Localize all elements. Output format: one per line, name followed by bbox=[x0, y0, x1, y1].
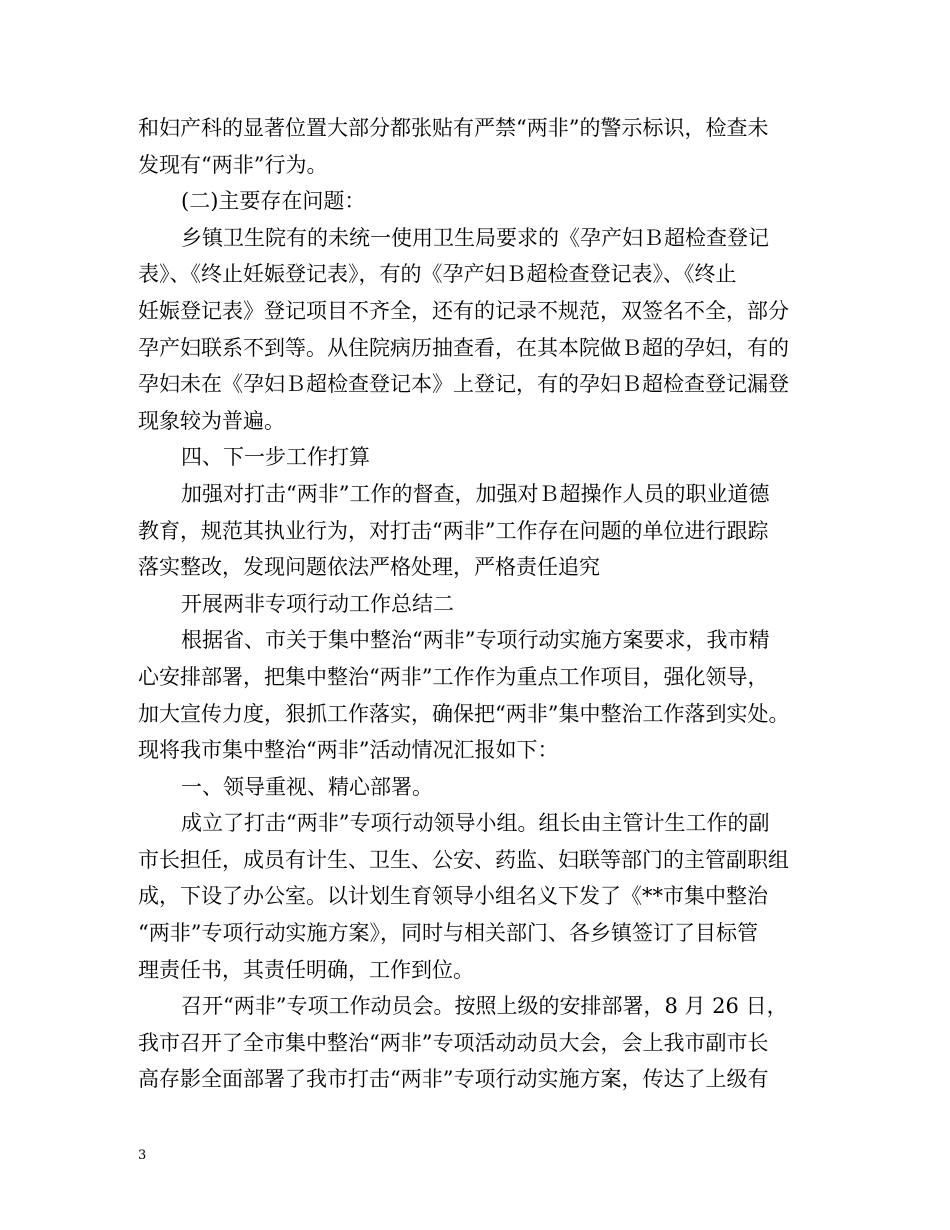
text-line: 现象较为普遍。 bbox=[138, 408, 285, 433]
text-line: 孕产妇联系不到等。从住院病历抽查看，在其本院做Ｂ超的孕妇，有的 bbox=[138, 335, 789, 360]
text-line: 落实整改，发现问题依法严格处理，严格责任追究 bbox=[138, 555, 600, 580]
text-line: 加大宣传力度，狠抓工作落实，确保把“两非”集中整治工作落到实处。 bbox=[138, 701, 790, 726]
text-line: 一、领导重视、精心部署。 bbox=[181, 774, 433, 799]
text-line: 理责任书，其责任明确，工作到位。 bbox=[138, 957, 474, 982]
text-line: 召开“两非”专项工作动员会。按照上级的安排部署，8 月 26 日， bbox=[181, 994, 788, 1019]
text-line: 开展两非专项行动工作总结二 bbox=[181, 591, 454, 616]
text-line: 加强对打击“两非”工作的督查，加强对Ｂ超操作人员的职业道德 bbox=[181, 481, 770, 506]
document-body bbox=[138, 110, 828, 1098]
text-line: “两非”专项行动实施方案》，同时与相关部门、各乡镇签订了目标管 bbox=[138, 921, 758, 946]
text-line: (二)主要存在问题： bbox=[181, 189, 366, 214]
text-line: 四、下一步工作打算 bbox=[181, 445, 370, 470]
text-line: 市长担任，成员有计生、卫生、公安、药监、妇联等部门的主管副职组 bbox=[138, 847, 789, 872]
text-line: 现将我市集中整治“两非”活动情况汇报如下： bbox=[138, 738, 559, 763]
text-line: 教育，规范其执业行为，对打击“两非”工作存在问题的单位进行跟踪 bbox=[138, 518, 769, 543]
text-line: 乡镇卫生院有的未统一使用卫生局要求的《孕产妇Ｂ超检查登记 bbox=[181, 225, 769, 250]
text-line: 根据省、市关于集中整治“两非”专项行动实施方案要求，我市精 bbox=[181, 628, 770, 653]
text-line: 我市召开了全市集中整治“两非”专项活动动员大会，会上我市副市长 bbox=[138, 1030, 769, 1055]
text-line: 妊娠登记表》登记项目不齐全，还有的记录不规范，双签名不全，部分 bbox=[138, 298, 789, 323]
text-line: 成立了打击“两非”专项行动领导小组。组长由主管计生工作的副 bbox=[181, 811, 770, 836]
text-line: 表》、《终止妊娠登记表》，有的《孕产妇Ｂ超检查登记表》、《终止 bbox=[138, 262, 737, 287]
text-line: 高存影全面部署了我市打击“两非”专项行动实施方案，传达了上级有 bbox=[138, 1067, 769, 1092]
text-line: 孕妇未在《孕妇Ｂ超检查登记本》上登记，有的孕妇Ｂ超检查登记漏登 bbox=[138, 372, 789, 397]
text-line: 心安排部署，把集中整治“两非”工作作为重点工作项目，强化领导， bbox=[138, 664, 769, 689]
text-line: 和妇产科的显著位置大部分都张贴有严禁“两非”的警示标识，检查未 bbox=[138, 116, 769, 140]
text-line: 成，下设了办公室。以计划生育领导小组名义下发了《**市集中整治 bbox=[138, 884, 768, 909]
page-number: 3 bbox=[138, 1148, 147, 1163]
text-line: 发现有“两非”行为。 bbox=[138, 152, 328, 177]
